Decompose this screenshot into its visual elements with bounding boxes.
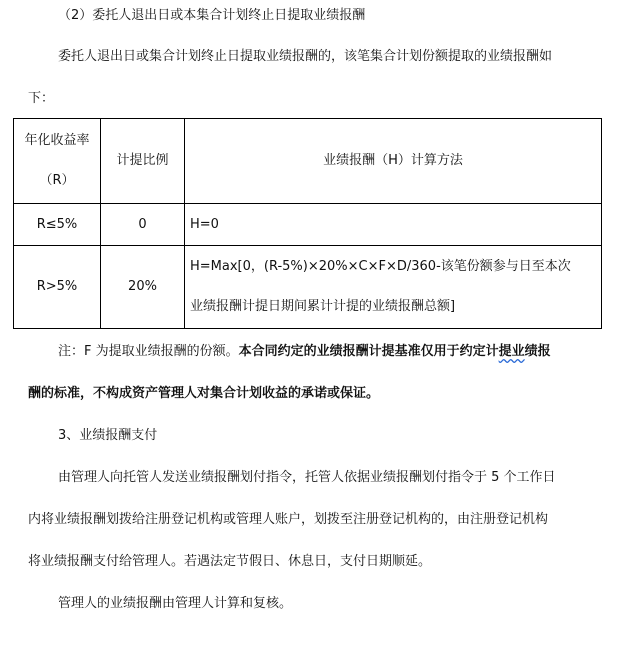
paragraph-line: 内将业绩报酬划拨给注册登记机构或管理人账户，划拨至注册登记机构的，由注册登记机构 bbox=[28, 512, 549, 527]
note-line: 酬的标准，不构成资产管理人对集合计划收益的承诺或保证。 bbox=[28, 386, 380, 401]
note-normal-text: 注：F 为提取业绩报酬的份额。 bbox=[58, 344, 239, 359]
rate-cell: R>5% bbox=[14, 246, 101, 329]
table-header-row bbox=[14, 119, 602, 204]
paragraph-line: 管理人的业绩报酬由管理人计算和复核。 bbox=[58, 596, 293, 611]
note-line bbox=[58, 343, 551, 361]
method-line: 业绩报酬计提日期间累计计提的业绩报酬总额] bbox=[190, 299, 456, 314]
performance-fee-table bbox=[13, 118, 602, 329]
section-heading: 3、业绩报酬支付 bbox=[58, 428, 158, 443]
header-rate-label: 年化收益率 bbox=[24, 133, 90, 148]
paragraph-line: 下： bbox=[28, 91, 55, 106]
header-method-cell: 业绩报酬（H）计算方法 bbox=[185, 119, 602, 204]
paragraph-line: 将业绩报酬支付给管理人。若遇法定节假日、休息日，支付日期顺延。 bbox=[28, 554, 432, 569]
ratio-cell: 20% bbox=[101, 246, 185, 329]
rate-cell: R≤5% bbox=[14, 204, 101, 246]
paragraph-line: 委托人退出日或集合计划终止日提取业绩报酬的，该笔集合计划份额提取的业绩报酬如 bbox=[58, 49, 553, 64]
header-ratio-cell: 计提比例 bbox=[101, 119, 185, 204]
header-rate-cell bbox=[14, 119, 101, 204]
table-row bbox=[14, 246, 602, 329]
method-cell bbox=[185, 204, 602, 246]
note-wavy-text: 提业 bbox=[498, 344, 525, 359]
table-row bbox=[14, 204, 602, 246]
method-cell bbox=[185, 246, 602, 329]
section-heading: （2）委托人退出日或本集合计划终止日提取业绩报酬 bbox=[58, 8, 366, 23]
method-line: H=Max[0，(R-5%)×20%×C×F×D/360-该笔份额参与日至本次 bbox=[190, 259, 571, 274]
method-line: H=0 bbox=[190, 216, 219, 232]
note-bold-text: 本合同约定的业绩报酬计提基准仅用于约定计 bbox=[238, 344, 499, 359]
note-bold-text: 绩报 bbox=[524, 344, 551, 359]
paragraph-line: 由管理人向托管人发送业绩报酬划付指令，托管人依据业绩报酬划付指令于 5 个工作日 bbox=[58, 470, 556, 485]
header-rate-symbol: （R） bbox=[39, 173, 75, 188]
ratio-cell: 0 bbox=[101, 204, 185, 246]
